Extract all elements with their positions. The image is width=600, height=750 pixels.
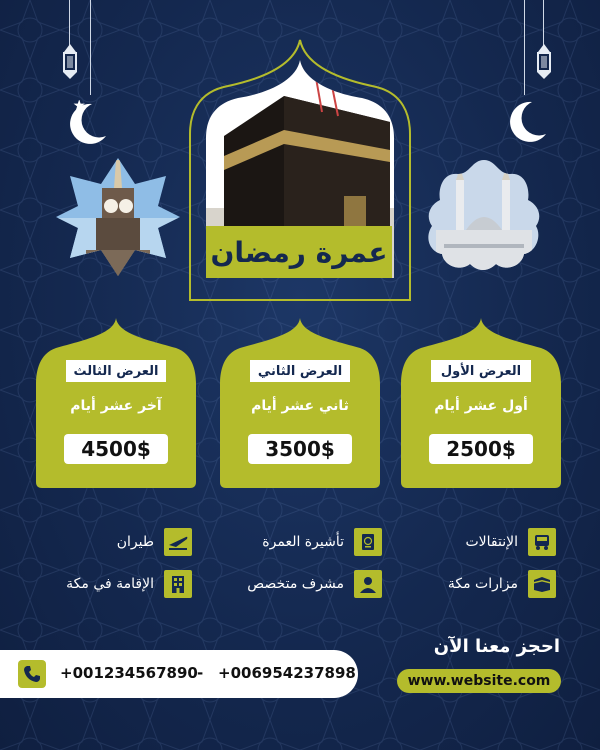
offer-card-3[interactable] <box>36 318 196 488</box>
star-string-right <box>524 0 525 95</box>
offer-days: ثاني عشر أيام <box>251 398 349 414</box>
bus-icon <box>528 528 556 556</box>
feature-flight <box>117 528 192 556</box>
offer-days: أول عشر أيام <box>434 398 528 414</box>
feature-label: تأشيرة العمرة <box>262 534 344 550</box>
offer-label: العرض الثالث <box>66 360 166 382</box>
clock-tower-image <box>56 158 180 276</box>
feature-label: الإنتقالات <box>465 534 518 550</box>
phone-number-2[interactable]: +006954237898 <box>218 664 356 682</box>
hotel-icon <box>164 570 192 598</box>
phone-number-1[interactable]: +001234567890 <box>60 664 198 682</box>
page-title: عمرة رمضان <box>210 235 388 269</box>
feature-accommodation <box>66 570 192 598</box>
star-string-left <box>90 0 91 95</box>
phone-bar <box>0 650 358 698</box>
kaaba-icon <box>528 570 556 598</box>
feature-makkah-tours <box>448 570 556 598</box>
offer-price: 3500$ <box>248 434 352 464</box>
lantern-string-right <box>543 0 544 46</box>
offer-card-2[interactable] <box>220 318 380 488</box>
website-link[interactable]: www.website.com <box>397 669 561 693</box>
feature-label: مشرف متخصص <box>247 576 344 592</box>
feature-label: مزارات مكة <box>447 576 518 592</box>
person-icon <box>354 570 382 598</box>
airplane-icon <box>164 528 192 556</box>
lantern-right-icon <box>534 44 554 80</box>
book-now-text: احجز معنا الآن <box>433 636 560 657</box>
mosque-image <box>426 160 542 272</box>
crescent-right-icon <box>502 98 550 142</box>
feature-supervisor <box>247 570 382 598</box>
offer-label: العرض الأول <box>431 360 531 382</box>
passport-icon <box>354 528 382 556</box>
lantern-left-icon <box>60 44 80 80</box>
feature-transport <box>465 528 556 556</box>
phone-icon <box>18 660 46 688</box>
feature-label: الإقامة في مكة <box>66 576 154 592</box>
title-banner <box>206 226 392 278</box>
offer-price: 4500$ <box>64 434 168 464</box>
offer-label: العرض الثاني <box>250 360 350 382</box>
crescent-left-icon <box>62 100 110 144</box>
offer-price: 2500$ <box>429 434 533 464</box>
feature-visa <box>262 528 382 556</box>
feature-label: طيران <box>116 534 154 550</box>
phone-separator: - <box>197 664 204 682</box>
lantern-string-left <box>69 0 70 46</box>
offer-days: آخر عشر أيام <box>70 398 162 414</box>
offer-card-1[interactable] <box>401 318 561 488</box>
